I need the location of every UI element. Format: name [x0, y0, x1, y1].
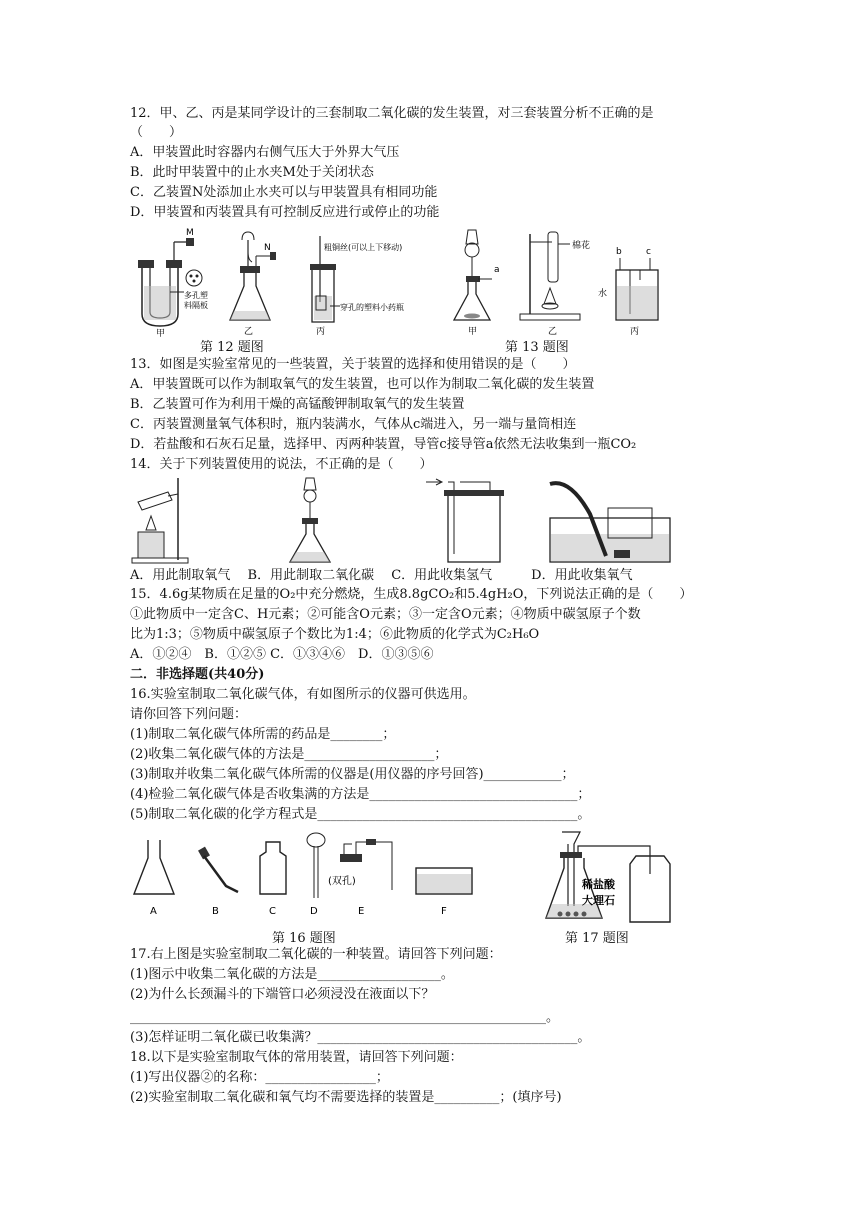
label-wire: 粗铜丝(可以上下移动) — [324, 243, 403, 252]
instrument-f-trough — [416, 868, 472, 917]
q12-option-a: A．甲装置此时容器内右侧气压大于外界大气压 — [130, 145, 400, 160]
q12-stem: 12．甲、乙、丙是某同学设计的三套制取二氧化碳的发生装置，对三套装置分析不正确的是 — [130, 106, 654, 121]
label-marble: 大理石 — [582, 894, 615, 907]
label-acid: 稀盐酸 — [582, 878, 615, 891]
label-a: a — [494, 265, 500, 275]
caption-fig13: 第 13 题图 — [505, 340, 569, 355]
q17-item-2: (2)为什么长颈漏斗的下端管口必须浸没在液面以下？ — [130, 987, 435, 1002]
label-c: c — [646, 247, 651, 257]
label-cotton: 棉花 — [572, 241, 591, 251]
q16-item-5: (5)制取二氧化碳的化学方程式是________________________________________。 — [130, 807, 591, 822]
instrument-d-funnel — [307, 833, 325, 917]
name-bing: 丙 — [316, 327, 326, 337]
q18-stem: 18.以下是实验室制取气体的常用装置，请回答下列问题： — [130, 1050, 463, 1065]
apparatus-yi-flask — [230, 232, 276, 337]
q13-option-b: B．乙装置可作为利用干燥的高锰酸钾制取氧气的发生装置 — [130, 397, 465, 412]
q15-line3: 比为1:3；⑤物质中碳氢原子个数比为1:4；⑥此物质的化学式为C₂H₆O — [130, 627, 540, 642]
name-yi-13: 乙 — [548, 327, 558, 337]
q13-option-d: D．若盐酸和石灰石足量，选择甲、丙两种装置，导管c接导管a依然无法收集到一瓶CO₂ — [130, 437, 637, 452]
section-2-title: 二．非选择题(共40分) — [130, 667, 265, 682]
caption-fig16: 第 16 题图 — [272, 931, 336, 946]
apparatus-14d — [550, 483, 670, 562]
q12-option-d: D．甲装置和丙装置具有可控制反应进行或停止的功能 — [130, 205, 440, 220]
q14-stem: 14．关于下列装置使用的说法，不正确的是（ ） — [130, 457, 433, 472]
apparatus-jia-13 — [454, 230, 500, 337]
q16-item-1: (1)制取二氧化碳气体所需的药品是________； — [130, 727, 396, 742]
q15-line1: 15．4.6g某物质在足量的O₂中充分燃烧，生成8.8gCO₂和5.4gH₂O，下列说法正确的是（ ） — [130, 587, 693, 602]
instrument-c-bottle — [260, 842, 286, 917]
q16-item-2: (2)收集二氧化碳气体的方法是____________________； — [130, 747, 448, 762]
apparatus-14c — [426, 479, 504, 562]
label-b: b — [616, 247, 622, 257]
apparatus-bing-tube — [310, 236, 404, 337]
q16-item-4: (4)检验二氧化碳气体是否收集满的方法是________________________________； — [130, 787, 591, 802]
label-d-instrument: D — [310, 906, 318, 917]
label-plate: 多孔塑 — [184, 291, 208, 300]
apparatus-yi-13 — [520, 232, 590, 337]
q17-item-3: (3)怎样证明二氧化碳已收集满？________________________________________。 — [130, 1030, 591, 1045]
apparatus-14b — [290, 478, 330, 562]
q15-options: A．①②④ B．①②⑤ C．①③④⑥ D．①③⑤⑥ — [130, 647, 434, 662]
name-jia-13: 甲 — [468, 327, 478, 337]
q12-paren: （ ） — [130, 125, 183, 140]
instrument-a-flask — [134, 840, 174, 917]
label-f-instrument: F — [441, 906, 447, 917]
q12-option-c: C．乙装置N处添加止水夹可以与甲装置具有相同功能 — [130, 185, 438, 200]
name-jia: 甲 — [156, 329, 166, 338]
label-bottle: 穿孔的塑料小药瓶 — [340, 303, 404, 312]
label-e-instrument: E — [358, 906, 365, 917]
q14-options: A．用此制取氧气 B．用此制取二氧化碳 C．用此收集氢气 D．用此收集氧气 — [130, 568, 633, 583]
figure-16 — [130, 828, 490, 924]
q17-stem: 17.右上图是实验室制取二氧化碳的一种装置。请回答下列问题： — [130, 947, 502, 962]
figure-17 — [540, 828, 680, 924]
instrument-b-tube — [198, 847, 238, 917]
figure-12 — [130, 226, 430, 338]
q12-option-b: B．此时甲装置中的止水夹M处于关闭状态 — [130, 165, 374, 180]
q16-stem: 16.实验室制取二氧化碳气体，有如图所示的仪器可供选用。 — [130, 687, 476, 702]
q15-line2: ①此物质中一定含C、H元素；②可能含O元素；③一定含O元素；④物质中碳氢原子个数 — [130, 607, 641, 622]
label-holes: (双孔) — [328, 876, 356, 887]
q16-item-3: (3)制取并收集二氧化碳气体所需的仪器是(用仪器的序号回答)____________； — [130, 767, 575, 782]
instrument-e-stopper — [328, 839, 392, 917]
label-c-instrument: C — [269, 906, 276, 917]
figure-14 — [130, 474, 690, 566]
apparatus-14a — [132, 478, 188, 563]
q17-answer-blank: ________________________________________________________________。 — [130, 1010, 559, 1025]
q13-option-a: A．甲装置既可以作为制取氧气的发生装置，也可以作为制取二氧化碳的发生装置 — [130, 377, 595, 392]
q13-stem: 13．如图是实验室常见的一些装置，关于装置的选择和使用错误的是（ ） — [130, 357, 576, 372]
q18-item-2: (2)实验室制取二氧化碳和氧气均不需要选择的装置是__________；(填序号) — [130, 1090, 562, 1105]
caption-fig17: 第 17 题图 — [565, 931, 629, 946]
q16-ask: 请你回答下列问题： — [130, 707, 248, 722]
label-a-instrument: A — [150, 906, 157, 917]
q18-item-1: (1)写出仪器②的名称：_________________； — [130, 1070, 389, 1085]
apparatus-bing-13 — [598, 247, 658, 337]
label-plate-2: 料隔板 — [184, 301, 208, 310]
label-water: 水 — [598, 289, 608, 299]
apparatus-jia-u-tube — [138, 228, 208, 338]
label-b-instrument: B — [212, 906, 219, 917]
name-yi: 乙 — [244, 327, 254, 337]
q13-option-c: C．丙装置测量氧气体积时，瓶内装满水，气体从c端进入，另一端与量筒相连 — [130, 417, 577, 432]
label-n: N — [264, 243, 271, 253]
figure-13 — [440, 224, 680, 338]
q17-item-1: (1)图示中收集二氧化碳的方法是___________________。 — [130, 967, 454, 982]
label-m: M — [186, 228, 194, 238]
caption-fig12: 第 12 题图 — [200, 340, 264, 355]
name-bing-13: 丙 — [630, 327, 640, 337]
